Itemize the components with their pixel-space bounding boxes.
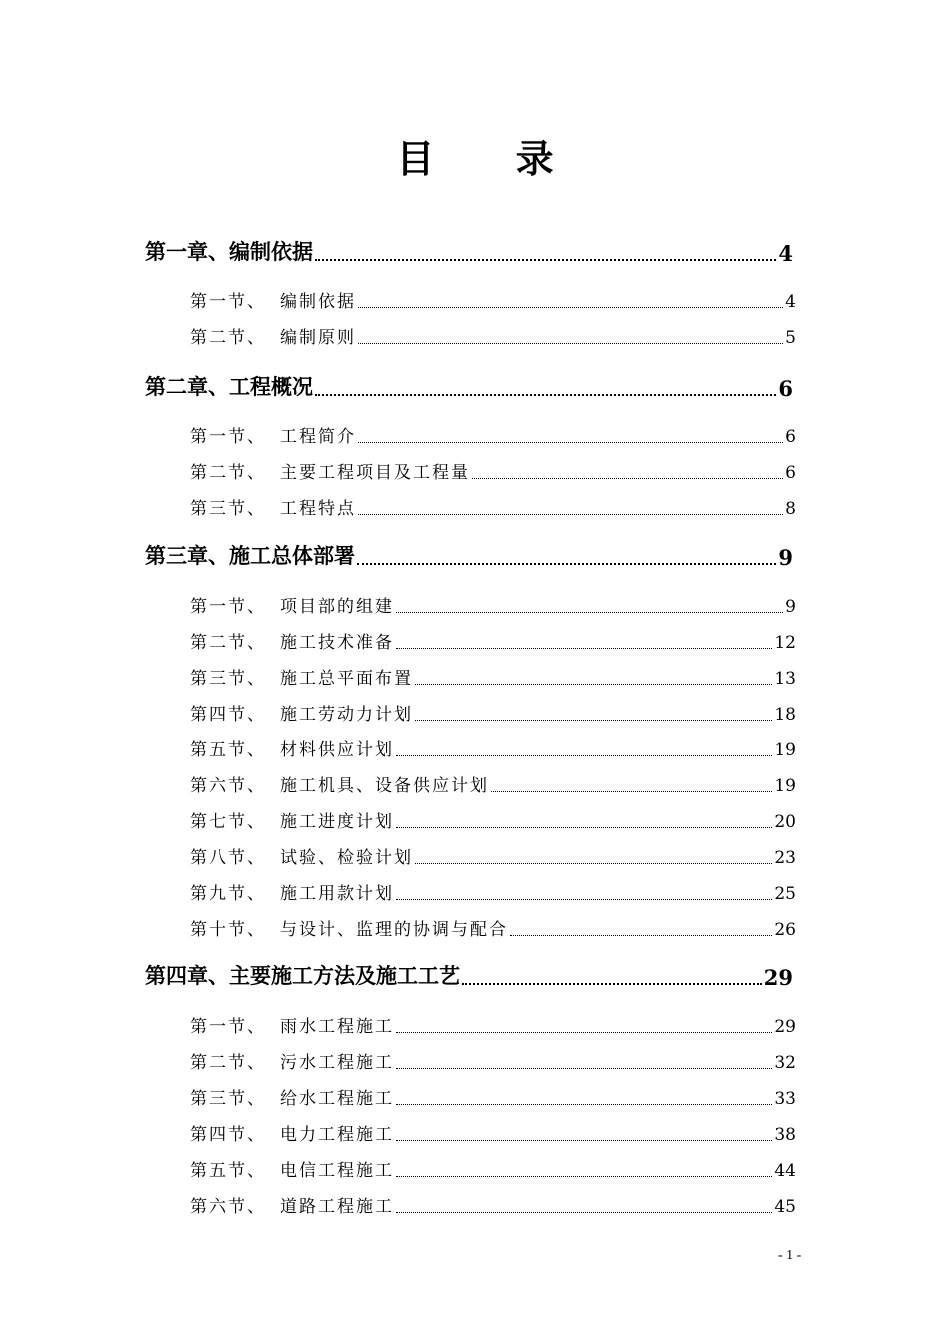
toc-section-entry[interactable] xyxy=(190,1049,796,1073)
toc-entry-label xyxy=(145,371,313,401)
toc-entry-label xyxy=(190,807,394,832)
toc-entry-label xyxy=(190,735,394,760)
dot-leader xyxy=(510,935,772,936)
toc-section-number: 第三节、 xyxy=(190,499,266,519)
toc-page-number: 6 xyxy=(785,463,796,483)
toc-entry-label xyxy=(190,1192,394,1217)
dot-leader xyxy=(415,863,772,864)
toc-entry-label xyxy=(190,1012,394,1037)
dot-leader xyxy=(396,648,772,649)
toc-entry-title: 工程简介 xyxy=(280,427,356,447)
toc-page-number: 5 xyxy=(785,328,796,348)
toc-section-number: 第二节、 xyxy=(190,328,266,348)
toc-section-entry[interactable] xyxy=(190,459,796,483)
toc-entry-title: 第二章、工程概况 xyxy=(145,374,313,399)
toc-page-number: 9 xyxy=(785,597,796,617)
toc-page-number: 8 xyxy=(785,499,796,519)
toc-page-number: 19 xyxy=(774,740,796,760)
dot-leader xyxy=(358,343,783,344)
toc-entry-title: 施工劳动力计划 xyxy=(280,705,413,725)
toc-section-entry[interactable] xyxy=(190,772,796,796)
dot-leader xyxy=(396,612,783,613)
toc-section-entry[interactable] xyxy=(190,1193,796,1217)
toc-section-number: 第五节、 xyxy=(190,740,266,760)
toc-section-number: 第四节、 xyxy=(190,705,266,725)
page-title: 目 录 xyxy=(396,136,588,181)
toc-entry-title: 第一章、编制依据 xyxy=(145,239,313,264)
dot-leader xyxy=(396,1032,772,1033)
toc-page-number: 20 xyxy=(774,812,796,832)
toc-chapter-entry[interactable] xyxy=(145,542,793,570)
dot-leader xyxy=(396,827,772,828)
toc-entry-title: 编制原则 xyxy=(280,328,356,348)
toc-entry-title: 施工机具、设备供应计划 xyxy=(280,776,489,796)
dot-leader xyxy=(358,442,783,443)
toc-page-number: 26 xyxy=(774,920,796,940)
toc-entry-title: 道路工程施工 xyxy=(280,1197,394,1217)
toc-page-number: 18 xyxy=(774,705,796,725)
toc-section-entry[interactable] xyxy=(190,288,796,312)
toc-entry-label xyxy=(145,236,313,266)
toc-entry-label xyxy=(190,771,489,796)
toc-section-entry[interactable] xyxy=(190,808,796,832)
toc-entry-label xyxy=(145,960,460,990)
toc-section-number: 第七节、 xyxy=(190,812,266,832)
toc-page-number: 44 xyxy=(774,1161,796,1181)
dot-leader xyxy=(415,684,772,685)
toc-section-entry[interactable] xyxy=(190,844,796,868)
toc-entry-label xyxy=(190,628,394,653)
toc-entry-label xyxy=(190,323,356,348)
toc-page-number: 4 xyxy=(785,292,796,312)
toc-entry-title: 电信工程施工 xyxy=(280,1161,394,1181)
dot-leader xyxy=(396,1212,772,1213)
toc-page-number: 9 xyxy=(778,545,793,570)
dot-leader xyxy=(396,1104,772,1105)
toc-section-entry[interactable] xyxy=(190,736,796,760)
toc-page-number: 29 xyxy=(763,965,793,990)
toc-section-number: 第二节、 xyxy=(190,633,266,653)
toc-section-number: 第五节、 xyxy=(190,1161,266,1181)
toc-section-entry[interactable] xyxy=(190,916,796,940)
toc-entry-title: 雨水工程施工 xyxy=(280,1017,394,1037)
toc-chapter-entry[interactable] xyxy=(145,962,793,990)
dot-leader xyxy=(396,755,772,756)
toc-section-number: 第十节、 xyxy=(190,920,266,940)
toc-section-entry[interactable] xyxy=(190,665,796,689)
toc-page-number: 13 xyxy=(774,669,796,689)
toc-section-number: 第一节、 xyxy=(190,292,266,312)
dot-leader xyxy=(462,983,762,985)
toc-entry-title: 试验、检验计划 xyxy=(280,848,413,868)
toc-section-entry[interactable] xyxy=(190,1085,796,1109)
toc-entry-label xyxy=(190,1120,394,1145)
toc-section-entry[interactable] xyxy=(190,423,796,447)
toc-section-entry[interactable] xyxy=(190,1157,796,1181)
toc-chapter-entry[interactable] xyxy=(145,373,793,401)
toc-entry-label xyxy=(190,1156,394,1181)
dot-leader xyxy=(315,259,776,261)
dot-leader xyxy=(358,514,783,515)
toc-section-number: 第一节、 xyxy=(190,597,266,617)
toc-page-number: 38 xyxy=(774,1125,796,1145)
dot-leader xyxy=(491,791,772,792)
toc-entry-label xyxy=(190,879,394,904)
toc-entry-label xyxy=(190,287,356,312)
dot-leader xyxy=(472,478,783,479)
toc-entry-title: 污水工程施工 xyxy=(280,1053,394,1073)
page-number-footer: - 1 - xyxy=(778,1248,802,1263)
dot-leader xyxy=(396,899,772,900)
toc-section-number: 第六节、 xyxy=(190,776,266,796)
toc-entry-label xyxy=(190,1048,394,1073)
toc-entry-label xyxy=(190,1084,394,1109)
toc-section-number: 第二节、 xyxy=(190,1053,266,1073)
toc-entry-label xyxy=(190,843,413,868)
toc-entry-title: 施工技术准备 xyxy=(280,633,394,653)
toc-entry-title: 工程特点 xyxy=(280,499,356,519)
toc-section-number: 第一节、 xyxy=(190,1017,266,1037)
toc-section-number: 第九节、 xyxy=(190,884,266,904)
toc-entry-title: 项目部的组建 xyxy=(280,597,394,617)
toc-page-number: 33 xyxy=(774,1089,796,1109)
toc-entry-label xyxy=(190,700,413,725)
toc-section-entry[interactable] xyxy=(190,1013,796,1037)
toc-section-entry[interactable] xyxy=(190,495,796,519)
toc-entry-title: 施工总平面布置 xyxy=(280,669,413,689)
dot-leader xyxy=(415,720,772,721)
toc-entry-title: 施工进度计划 xyxy=(280,812,394,832)
toc-entry-label xyxy=(190,494,356,519)
toc-entry-label xyxy=(145,540,355,570)
dot-leader xyxy=(357,563,776,565)
toc-entry-title: 材料供应计划 xyxy=(280,740,394,760)
dot-leader xyxy=(315,394,776,396)
toc-entry-title: 第三章、施工总体部署 xyxy=(145,543,355,568)
toc-section-entry[interactable] xyxy=(190,701,796,725)
toc-entry-title: 编制依据 xyxy=(280,292,356,312)
toc-page-number: 4 xyxy=(778,241,793,266)
toc-section-number: 第一节、 xyxy=(190,427,266,447)
dot-leader xyxy=(396,1176,772,1177)
toc-section-number: 第二节、 xyxy=(190,463,266,483)
toc-entry-title: 给水工程施工 xyxy=(280,1089,394,1109)
dot-leader xyxy=(396,1068,772,1069)
toc-page-number: 12 xyxy=(774,633,796,653)
toc-section-number: 第八节、 xyxy=(190,848,266,868)
toc-section-number: 第三节、 xyxy=(190,669,266,689)
toc-section-number: 第四节、 xyxy=(190,1125,266,1145)
toc-page-number: 19 xyxy=(774,776,796,796)
toc-page-number: 6 xyxy=(778,376,793,401)
toc-chapter-entry[interactable] xyxy=(145,238,793,266)
toc-page-number: 45 xyxy=(774,1197,796,1217)
toc-entry-title: 施工用款计划 xyxy=(280,884,394,904)
toc-page-number: 6 xyxy=(785,427,796,447)
toc-section-entry[interactable] xyxy=(190,1121,796,1145)
toc-entry-title: 第四章、主要施工方法及施工工艺 xyxy=(145,963,460,988)
toc-entry-label xyxy=(190,664,413,689)
toc-entry-title: 与设计、监理的协调与配合 xyxy=(280,920,508,940)
toc-section-entry[interactable] xyxy=(190,880,796,904)
toc-section-entry[interactable] xyxy=(190,629,796,653)
toc-page-number: 29 xyxy=(774,1017,796,1037)
toc-section-number: 第三节、 xyxy=(190,1089,266,1109)
toc-section-number: 第六节、 xyxy=(190,1197,266,1217)
dot-leader xyxy=(396,1140,772,1141)
toc-page-number: 32 xyxy=(774,1053,796,1073)
toc-section-entry[interactable] xyxy=(190,324,796,348)
dot-leader xyxy=(358,307,783,308)
toc-entry-label xyxy=(190,915,508,940)
toc-page-number: 25 xyxy=(774,884,796,904)
toc-entry-title: 电力工程施工 xyxy=(280,1125,394,1145)
toc-page-number: 23 xyxy=(774,848,796,868)
toc-entry-label xyxy=(190,592,394,617)
toc-entry-label xyxy=(190,422,356,447)
toc-entry-label xyxy=(190,458,470,483)
toc-entry-title: 主要工程项目及工程量 xyxy=(280,463,470,483)
toc-section-entry[interactable] xyxy=(190,593,796,617)
